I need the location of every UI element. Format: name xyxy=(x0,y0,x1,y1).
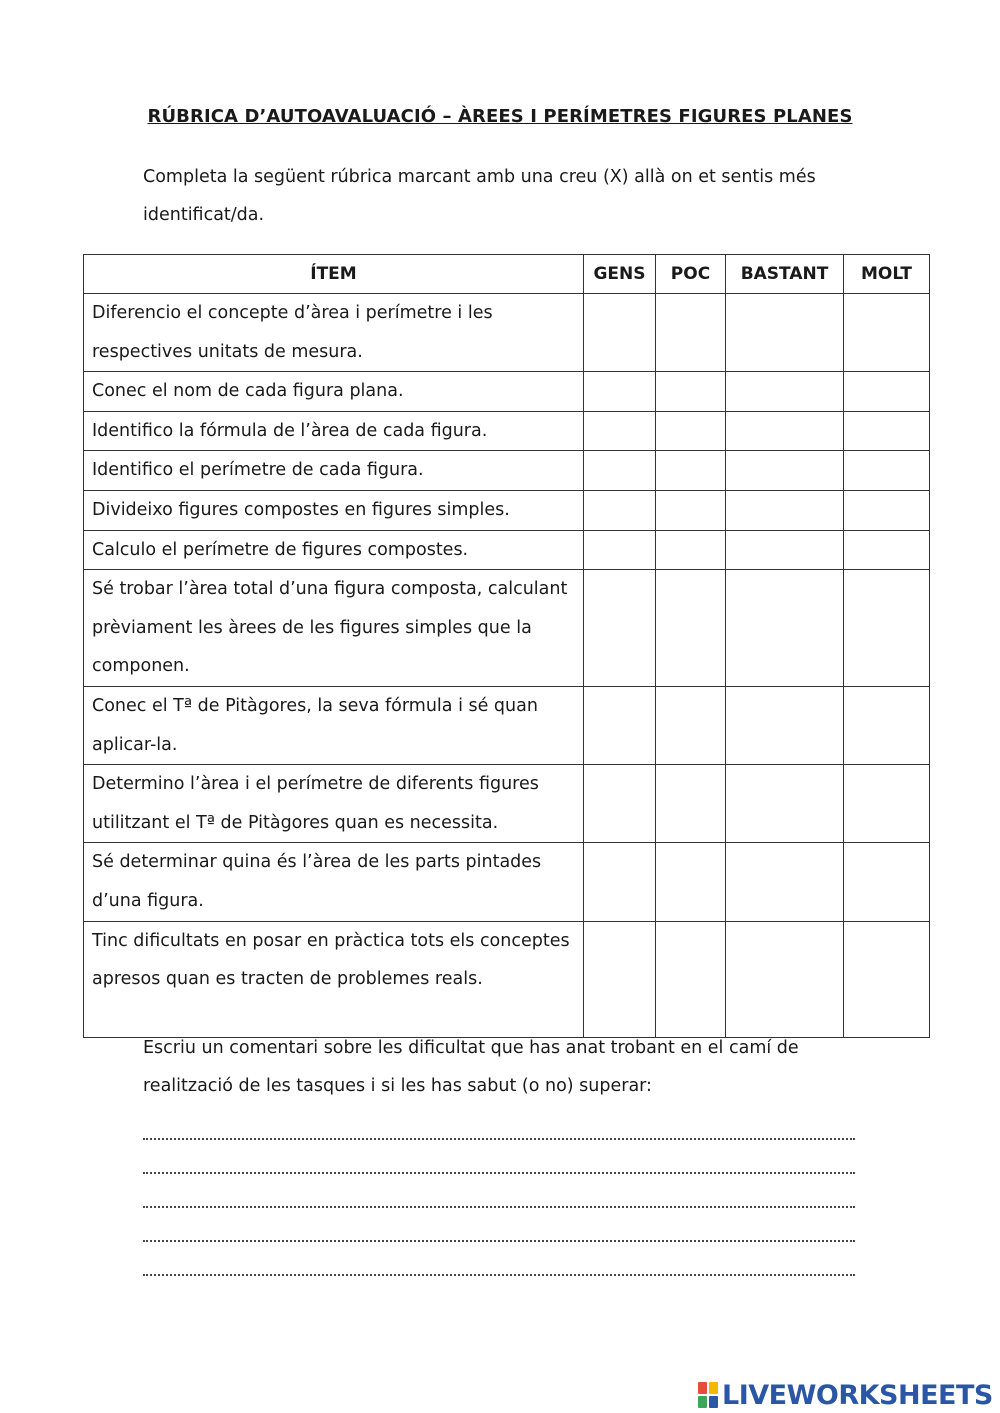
rating-cell-bastant[interactable] xyxy=(726,765,844,843)
rating-cell-molt[interactable] xyxy=(844,921,930,1038)
rating-cell-poc[interactable] xyxy=(656,451,726,491)
rating-cell-poc[interactable] xyxy=(656,372,726,412)
rubric-table xyxy=(83,254,930,1038)
rating-cell-bastant[interactable] xyxy=(726,451,844,491)
rating-cell-molt[interactable] xyxy=(844,451,930,491)
rating-cell-molt[interactable] xyxy=(844,570,930,687)
rubric-item-text: Identifico el perímetre de cada figura. xyxy=(84,451,584,491)
rating-cell-poc[interactable] xyxy=(656,765,726,843)
rating-cell-gens[interactable] xyxy=(584,765,656,843)
rubric-row xyxy=(84,843,930,921)
answer-line[interactable] xyxy=(143,1274,855,1276)
rubric-item-text: Determino l’àrea i el perímetre de diferents figures utilitzant el Tª de Pitàgores quan es necessita. xyxy=(84,765,584,843)
rubric-row xyxy=(84,570,930,687)
rating-cell-molt[interactable] xyxy=(844,411,930,451)
rating-cell-bastant[interactable] xyxy=(726,411,844,451)
rating-cell-molt[interactable] xyxy=(844,372,930,412)
rating-cell-gens[interactable] xyxy=(584,570,656,687)
liveworksheets-logo-icon xyxy=(698,1382,718,1408)
rubric-item-text: Tinc dificultats en posar en pràctica tots els conceptes apresos quan es tracten de problemes reals. xyxy=(84,921,584,1038)
answer-line[interactable] xyxy=(143,1206,855,1208)
rubric-row xyxy=(84,372,930,412)
rating-cell-molt[interactable] xyxy=(844,490,930,530)
rating-cell-bastant[interactable] xyxy=(726,686,844,764)
rating-cell-bastant[interactable] xyxy=(726,921,844,1038)
rating-cell-bastant[interactable] xyxy=(726,490,844,530)
rating-cell-molt[interactable] xyxy=(844,765,930,843)
rating-cell-poc[interactable] xyxy=(656,686,726,764)
rubric-item-text: Conec el Tª de Pitàgores, la seva fórmula i sé quan aplicar-la. xyxy=(84,686,584,764)
header-poc: POC xyxy=(656,255,726,294)
rating-cell-bastant[interactable] xyxy=(726,570,844,687)
rating-cell-poc[interactable] xyxy=(656,570,726,687)
rating-cell-bastant[interactable] xyxy=(726,372,844,412)
rubric-row xyxy=(84,451,930,491)
logo-square-icon xyxy=(709,1382,718,1394)
answer-line[interactable] xyxy=(143,1172,855,1174)
answer-line[interactable] xyxy=(143,1240,855,1242)
rating-cell-poc[interactable] xyxy=(656,411,726,451)
instructions-text: Completa la següent rúbrica marcant amb una creu (X) allà on et sentis més identificat/da. xyxy=(143,167,816,225)
rating-cell-gens[interactable] xyxy=(584,294,656,372)
rating-cell-gens[interactable] xyxy=(584,411,656,451)
rubric-row xyxy=(84,921,930,1038)
header-bastant: BASTANT xyxy=(726,255,844,294)
rubric-row xyxy=(84,765,930,843)
rubric-item-text: Conec el nom de cada figura plana. xyxy=(84,372,584,412)
rating-cell-poc[interactable] xyxy=(656,490,726,530)
rating-cell-poc[interactable] xyxy=(656,843,726,921)
rubric-item-text: Diferencio el concepte d’àrea i perímetre i les respectives unitats de mesura. xyxy=(84,294,584,372)
logo-square-icon xyxy=(709,1396,718,1408)
rating-cell-bastant[interactable] xyxy=(726,294,844,372)
rating-cell-poc[interactable] xyxy=(656,530,726,570)
rubric-item-text: Sé trobar l’àrea total d’una figura composta, calculant prèviament les àrees de les figures simples que la componen. xyxy=(84,570,584,687)
rating-cell-molt[interactable] xyxy=(844,686,930,764)
rubric-header-row xyxy=(84,255,930,294)
rubric-row xyxy=(84,686,930,764)
logo-square-icon xyxy=(698,1382,707,1394)
rubric-item-text: Calculo el perímetre de figures compostes. xyxy=(84,530,584,570)
rating-cell-gens[interactable] xyxy=(584,530,656,570)
rating-cell-molt[interactable] xyxy=(844,294,930,372)
rating-cell-gens[interactable] xyxy=(584,490,656,530)
rating-cell-poc[interactable] xyxy=(656,294,726,372)
rating-cell-gens[interactable] xyxy=(584,372,656,412)
rating-cell-molt[interactable] xyxy=(844,530,930,570)
rubric-item-text: Sé determinar quina és l’àrea de les parts pintades d’una figura. xyxy=(84,843,584,921)
rubric-row xyxy=(84,490,930,530)
rating-cell-bastant[interactable] xyxy=(726,530,844,570)
rubric-item-text: Divideixo figures compostes en figures simples. xyxy=(84,490,584,530)
rating-cell-gens[interactable] xyxy=(584,921,656,1038)
logo-text: LIVEWORKSHEETS xyxy=(722,1379,993,1411)
rating-cell-gens[interactable] xyxy=(584,843,656,921)
comment-prompt: Escriu un comentari sobre les dificultat que has anat trobant en el camí de realització de les tasques i si les has sabut (o no) superar: xyxy=(143,1038,799,1096)
rubric-row xyxy=(84,530,930,570)
rating-cell-bastant[interactable] xyxy=(726,843,844,921)
header-gens: GENS xyxy=(584,255,656,294)
rating-cell-gens[interactable] xyxy=(584,686,656,764)
rating-cell-gens[interactable] xyxy=(584,451,656,491)
logo-square-icon xyxy=(698,1396,707,1408)
rating-cell-molt[interactable] xyxy=(844,843,930,921)
header-molt: MOLT xyxy=(844,255,930,294)
rubric-row xyxy=(84,294,930,372)
document-title: RÚBRICA D’AUTOAVALUACIÓ – ÀREES I PERÍMETRES FIGURES PLANES xyxy=(147,106,853,127)
header-item: ÍTEM xyxy=(84,255,584,294)
liveworksheets-logo xyxy=(698,1378,994,1412)
answer-line[interactable] xyxy=(143,1138,855,1140)
rubric-item-text: Identifico la fórmula de l’àrea de cada figura. xyxy=(84,411,584,451)
rubric-row xyxy=(84,411,930,451)
rating-cell-poc[interactable] xyxy=(656,921,726,1038)
